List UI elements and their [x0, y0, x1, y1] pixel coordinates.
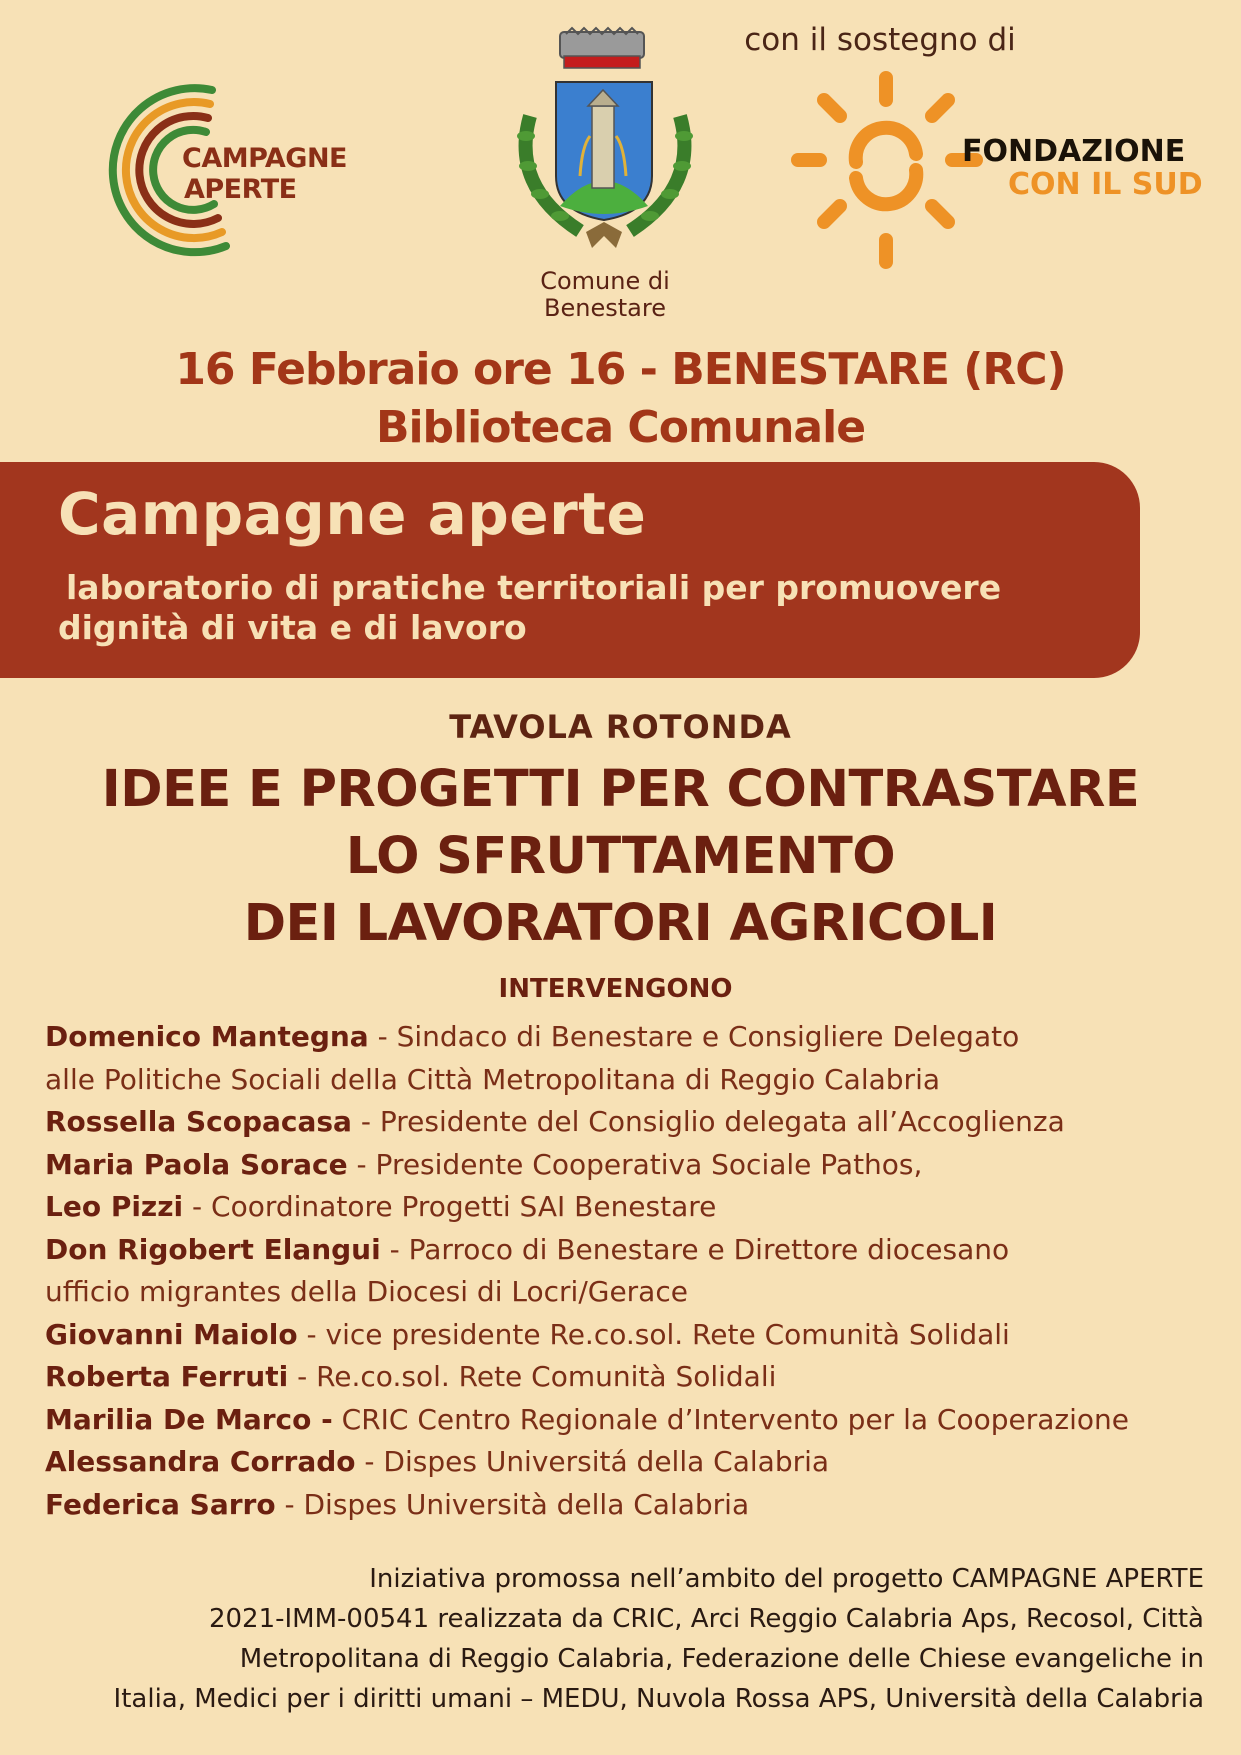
speaker-line [45, 1441, 1215, 1484]
event-venue: Biblioteca Comunale [375, 402, 866, 453]
speaker-role: - Sindaco di Benestare e Consigliere Delegato [368, 1020, 1020, 1053]
speaker-name: Marilia De Marco - [45, 1402, 333, 1436]
speaker-name: Leo Pizzi [45, 1190, 184, 1223]
speaker-role: - vice presidente Re.co.sol. Rete Comunità Solidali [297, 1317, 1010, 1351]
speaker-role: - Parroco di Benestare e Direttore diocesano [380, 1232, 1010, 1266]
campagne-aperte-logo-line1: CAMPAGNE [182, 143, 347, 174]
fondazione-logo-line2: CON IL SUD [1008, 167, 1203, 202]
speaker-line [45, 1356, 1215, 1399]
speaker-role: alle Politiche Sociali della Città Metropolitana di Reggio Calabria [45, 1062, 941, 1096]
project-footer [40, 1559, 1204, 1719]
speaker-role: - Presidente Cooperativa Sociale Pathos, [347, 1147, 923, 1181]
comune-caption [490, 268, 720, 322]
speaker-line [45, 1271, 1215, 1314]
footer-line2: 2021-IMM-00541 realizzata da CRIC, Arci Reggio Calabria Aps, Recosol, Città [208, 1604, 1204, 1634]
speaker-line [45, 1059, 1215, 1102]
band-title: Campagne aperte [58, 480, 647, 548]
sun-icon [790, 70, 990, 270]
speaker-role: ufficio migrantes della Diocesi di Locri/Gerace [45, 1275, 688, 1308]
speaker-line [45, 1229, 1215, 1272]
speaker-name: Don Rigobert Elangui [45, 1232, 381, 1266]
headline-line3: DEI LAVORATORI AGRICOLI [243, 894, 998, 953]
speaker-name: Giovanni Maiolo [45, 1317, 298, 1351]
speaker-name: Alessandra Corrado [45, 1445, 356, 1478]
footer-line4: Italia, Medici per i diritti umani – MEDU, Nuvola Rossa APS, Università della Calabria [113, 1684, 1204, 1714]
speaker-role: - Coordinatore Progetti SAI Benestare [183, 1190, 717, 1223]
support-label: con il sostegno di [744, 22, 1016, 58]
band-subtitle-line1: laboratorio di pratiche territoriali per promuovere [66, 568, 1002, 607]
fondazione-con-il-sud-logo [790, 70, 1210, 270]
speakers-heading: INTERVENGONO [498, 974, 733, 1004]
speaker-name: Federica Sarro [45, 1487, 276, 1521]
comune-caption-line2: Benestare [544, 294, 666, 322]
headline-line1: IDEE E PROGETTI PER CONTRASTARE [101, 760, 1140, 819]
title-band [0, 462, 1140, 678]
comune-crest [490, 26, 720, 326]
headline-line2: LO SFRUTTAMENTO [345, 827, 896, 886]
footer-line1: Iniziativa promossa nell’ambito del progetto CAMPAGNE APERTE [369, 1564, 1204, 1594]
speaker-line [45, 1399, 1215, 1442]
speaker-line [45, 1484, 1215, 1527]
speaker-role: CRIC Centro Regionale d’Intervento per la Cooperazione [332, 1402, 1129, 1436]
speaker-name: Domenico Mantegna [45, 1020, 369, 1053]
speaker-name: Rossella Scopacasa [45, 1105, 352, 1138]
speaker-name: Maria Paola Sorace [45, 1147, 348, 1181]
speaker-role: - Re.co.sol. Rete Comunità Solidali [288, 1360, 777, 1393]
campagne-aperte-logo-line2: APERTE [184, 174, 297, 205]
speakers-list [45, 1016, 1215, 1526]
speaker-name: Roberta Ferruti [45, 1360, 289, 1393]
footer-line3: Metropolitana di Reggio Calabria, Federazione delle Chiese evangeliche in [239, 1644, 1204, 1674]
roundtable-label: TAVOLA ROTONDA [449, 708, 792, 746]
speaker-line [45, 1144, 1215, 1187]
speaker-line [45, 1314, 1215, 1357]
fondazione-logo-line1: FONDAZIONE [962, 134, 1186, 169]
speaker-line [45, 1101, 1215, 1144]
band-subtitle-line2: dignità di vita e di lavoro [58, 608, 527, 647]
speaker-role: - Dispes Universitá della Calabria [355, 1445, 830, 1478]
speaker-line [45, 1016, 1215, 1059]
speaker-line [45, 1186, 1215, 1229]
campagne-aperte-logo [104, 80, 374, 260]
coat-of-arms-icon [490, 26, 720, 266]
speaker-role: - Presidente del Consiglio delegata all’Accoglienza [351, 1105, 1065, 1138]
comune-caption-line1: Comune di [540, 267, 670, 295]
event-date: 16 Febbraio ore 16 - BENESTARE (RC) [175, 344, 1066, 395]
speaker-role: - Dispes Università della Calabria [275, 1487, 750, 1521]
